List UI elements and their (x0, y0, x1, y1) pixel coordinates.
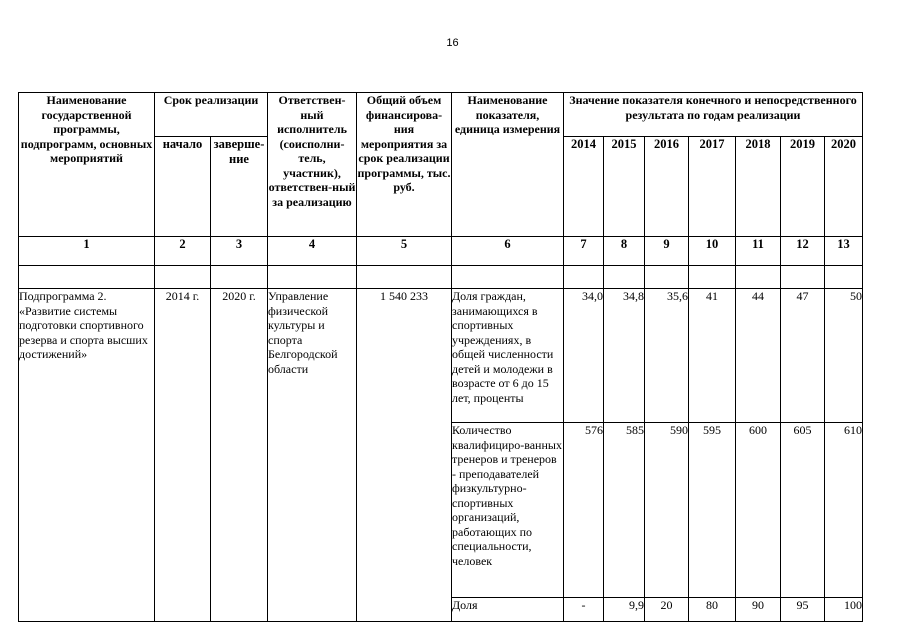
indicator-value: 44 (736, 289, 781, 423)
column-number: 9 (645, 237, 689, 266)
column-number: 2 (155, 237, 211, 266)
program-indicators-table (18, 92, 863, 622)
program-end: 2020 г. (211, 289, 268, 622)
header-funding: Общий объем финансирова-ния мероприятия за срок реализации программы, тыс. руб. (357, 93, 452, 237)
header-year: 2014 (564, 137, 604, 237)
column-number: 7 (564, 237, 604, 266)
indicator-value: 34,8 (604, 289, 645, 423)
indicator-value: 585 (604, 423, 645, 598)
column-number: 5 (357, 237, 452, 266)
indicator-value: 90 (736, 598, 781, 622)
column-number: 8 (604, 237, 645, 266)
column-number: 3 (211, 237, 268, 266)
header-year: 2017 (689, 137, 736, 237)
indicator-value: 576 (564, 423, 604, 598)
indicator-value: 35,6 (645, 289, 689, 423)
indicator-name: Количество квалифициро-ванных тренеров и тренеров - преподавателей физкультурно-спортивных организаций, работающих по специальности, человек (452, 423, 564, 598)
indicator-name: Доля (452, 598, 564, 622)
header-term-end: заверше-ние (211, 137, 268, 237)
indicator-value: 590 (645, 423, 689, 598)
page-number: 16 (446, 37, 459, 49)
indicator-value: 600 (736, 423, 781, 598)
indicator-value: - (564, 598, 604, 622)
indicator-value: 595 (689, 423, 736, 598)
indicator-value: 610 (825, 423, 863, 598)
column-number: 10 (689, 237, 736, 266)
header-term-start: начало (155, 137, 211, 237)
header-term: Срок реализации (155, 93, 268, 137)
column-number: 13 (825, 237, 863, 266)
program-name: Подпрограмма 2. «Развитие системы подготовки спортивного резерва и спорта высших достижений» (19, 289, 155, 622)
indicator-value: 100 (825, 598, 863, 622)
program-start: 2014 г. (155, 289, 211, 622)
indicator-name: Доля граждан, занимающихся в спортивных учреждениях, в общей численности детей и молодежи в возрасте от 6 до 15 лет, проценты (452, 289, 564, 423)
column-number: 1 (19, 237, 155, 266)
indicator-value: 20 (645, 598, 689, 622)
indicator-value: 605 (781, 423, 825, 598)
column-number-row (19, 237, 863, 266)
indicator-value: 34,0 (564, 289, 604, 423)
indicator-value: 9,9 (604, 598, 645, 622)
column-number: 4 (268, 237, 357, 266)
header-year: 2020 (825, 137, 863, 237)
indicator-value: 80 (689, 598, 736, 622)
table-row (19, 289, 863, 423)
program-funding: 1 540 233 (357, 289, 452, 622)
header-year: 2015 (604, 137, 645, 237)
header-year: 2018 (736, 137, 781, 237)
indicator-value: 50 (825, 289, 863, 423)
header-year: 2019 (781, 137, 825, 237)
header-values-title: Значение показателя конечного и непосредственного результата по годам реализации (564, 93, 863, 137)
header-year: 2016 (645, 137, 689, 237)
program-responsible: Управление физической культуры и спорта Белгородской области (268, 289, 357, 622)
indicator-value: 41 (689, 289, 736, 423)
indicator-value: 95 (781, 598, 825, 622)
header-name: Наименование государственной программы, подпрограмм, основных мероприятий (19, 93, 155, 237)
column-number: 6 (452, 237, 564, 266)
indicator-value: 47 (781, 289, 825, 423)
column-number: 11 (736, 237, 781, 266)
empty-row (19, 266, 863, 289)
header-indicator: Наименование показателя, единица измерения (452, 93, 564, 237)
column-number: 12 (781, 237, 825, 266)
header-responsible: Ответствен-ный исполнитель (соисполни-тель, участник), ответствен-ный за реализацию (268, 93, 357, 237)
